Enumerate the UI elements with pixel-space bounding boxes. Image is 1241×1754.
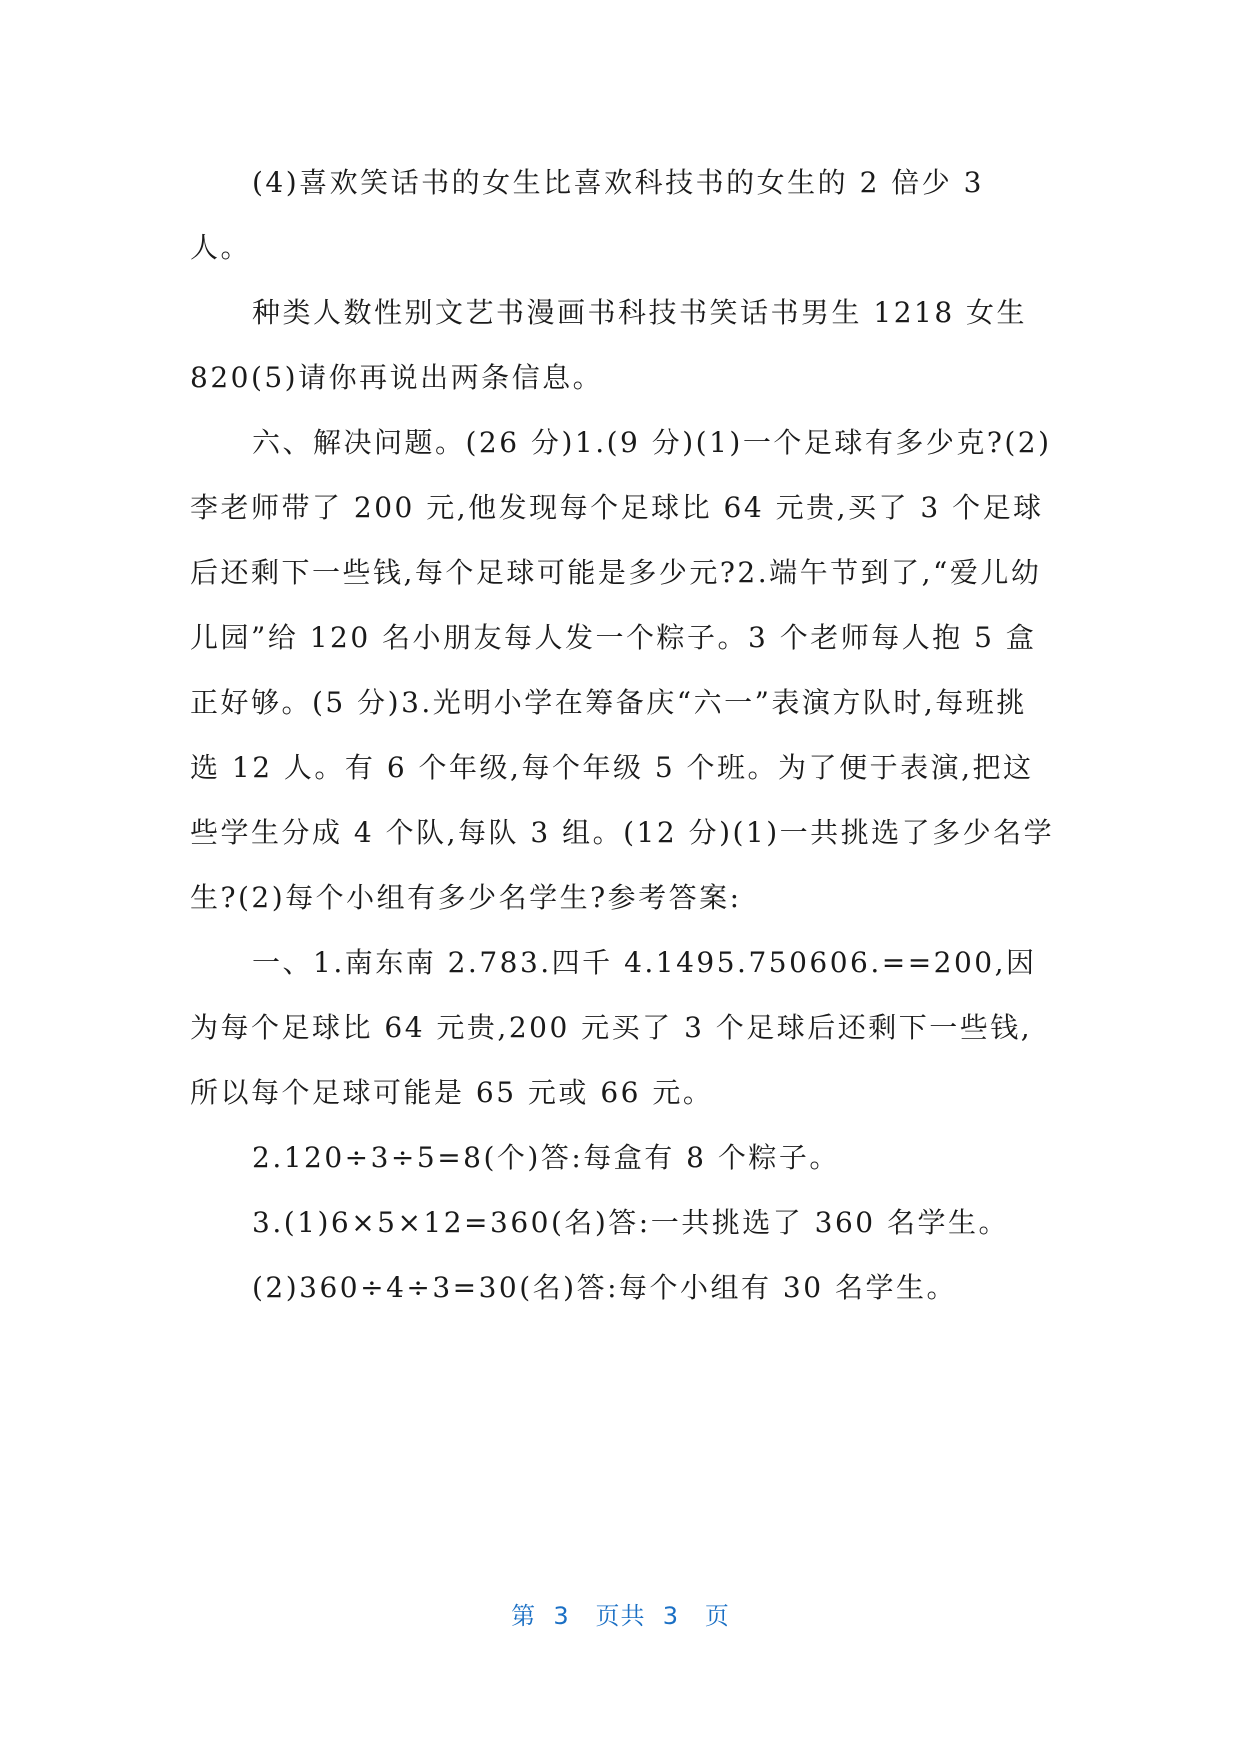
paragraph-answer-3-2: (2)360÷4÷3=30(名)答:每个小组有 30 名学生。 xyxy=(252,1271,957,1304)
paragraph-table-info: 种类人数性别文艺书漫画书科技书笑话书男生 1218 女生 820(5)请你再说出两条信息。 xyxy=(190,296,1028,394)
paragraph-section-6-problems: 六、解决问题。(26 分)1.(9 分)(1)一个足球有多少克?(2)李老师带了 200 元,他发现每个足球比 64 元贵,买了 3 个足球后还剩下一些钱,每个足球可能是多少元?2.端午节到了,“爱儿幼儿园”给 120 名小朋友每人发一个粽子。3 个老师每人抱 5 盒正好够。(5 分)3.光明小学在筹备庆“六一”表演方队时,每班挑选 12 人。有 6 个年级,每个年级 5 个班。为了便于表演,把这些学生分成 4 个队,每队 3 组。(12 分)(1)一共挑选了多少名学生?(2)每个小组有多少名学生?参考答案: xyxy=(190,426,1055,914)
page-number-footer: 第 3 页共 3 页 xyxy=(511,1602,730,1630)
document-body xyxy=(190,150,1055,1320)
paragraph-answer-2: 2.120÷3÷5=8(个)答:每盒有 8 个粽子。 xyxy=(252,1141,840,1174)
paragraph-answer-3-1: 3.(1)6×5×12=360(名)答:一共挑选了 360 名学生。 xyxy=(252,1206,1009,1239)
paragraph-answer-1: 一、1.南东南 2.783.四千 4.1495.750606.==200,因为每个足球比 64 元贵,200 元买了 3 个足球后还剩下一些钱,所以每个足球可能是 65 元或 66 元。 xyxy=(190,946,1037,1109)
paragraph-question-4: (4)喜欢笑话书的女生比喜欢科技书的女生的 2 倍少 3 人。 xyxy=(190,166,984,264)
